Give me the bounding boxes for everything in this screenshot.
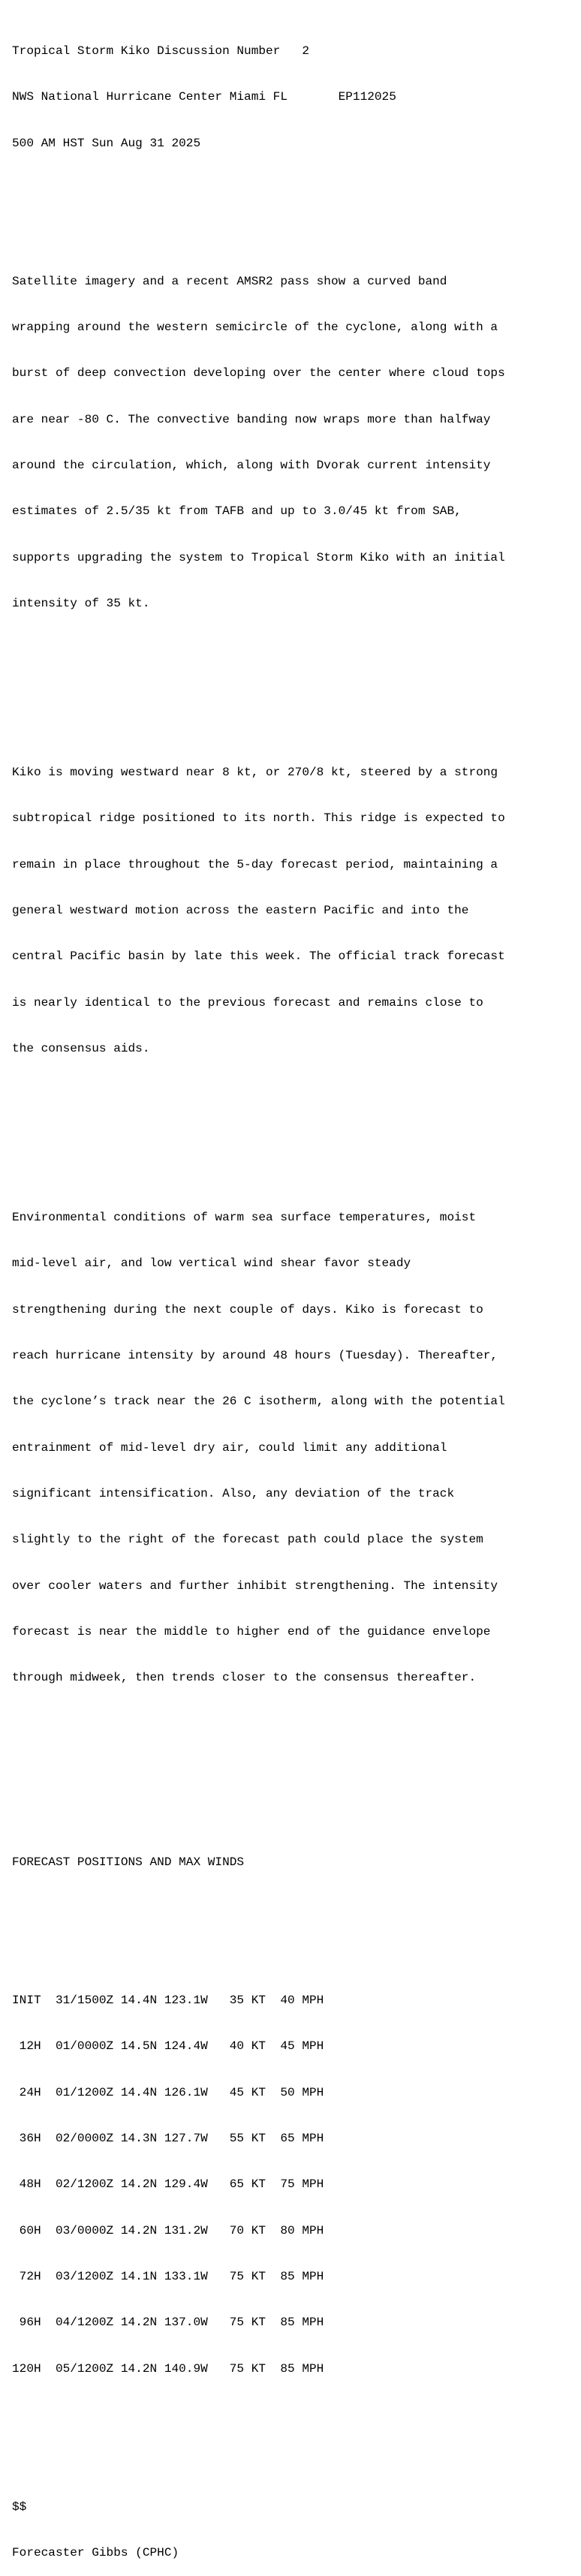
text-line: Kiko is moving westward near 8 kt, or 270/8 kt, steered by a strong bbox=[12, 766, 498, 779]
text-line: supports upgrading the system to Tropical Storm Kiko with an initial bbox=[12, 550, 505, 564]
text-line: remain in place throughout the 5-day forecast period, maintaining a bbox=[12, 857, 498, 871]
text-line: wrapping around the western semicircle of the cyclone, along with a bbox=[12, 320, 498, 334]
forecast-row: 12H 01/0000Z 14.5N 124.4W 40 KT 45 MPH bbox=[12, 2039, 324, 2054]
text-line: reach hurricane intensity by around 48 hours (Tuesday). Thereafter, bbox=[12, 1349, 498, 1363]
text-line: Satellite imagery and a recent AMSR2 pass show a curved band bbox=[12, 274, 447, 288]
text-line: strengthening during the next couple of days. Kiko is forecast to bbox=[12, 1302, 483, 1317]
text-line: mid-level air, and low vertical wind shear favor steady bbox=[12, 1256, 411, 1271]
forecast-row: 48H 02/1200Z 14.2N 129.4W 65 KT 75 MPH bbox=[12, 2177, 324, 2192]
forecast-row: INIT 31/1500Z 14.4N 123.1W 35 KT 40 MPH bbox=[12, 1993, 324, 2007]
text-line: burst of deep convection developing over the center where cloud tops bbox=[12, 366, 505, 381]
text-line: the cyclone’s track near the 26 C isotherm, along with the potential bbox=[12, 1395, 505, 1409]
product-terminator: $$ bbox=[12, 2499, 27, 2514]
discussion-paragraph-2 bbox=[12, 734, 575, 1087]
spacer bbox=[12, 182, 575, 197]
product-title: Tropical Storm Kiko Discussion Number 2 bbox=[12, 44, 309, 58]
discussion-paragraph-3 bbox=[12, 1179, 575, 1717]
forecaster-name: Forecaster Gibbs (CPHC) bbox=[12, 2546, 179, 2560]
text-line: the consensus aids. bbox=[12, 1042, 150, 1056]
text-line: entrainment of mid-level dry air, could limit any additional bbox=[12, 1440, 447, 1455]
text-line: through midweek, then trends closer to the consensus thereafter. bbox=[12, 1671, 477, 1685]
discussion-paragraph-1 bbox=[12, 243, 575, 642]
text-line: subtropical ridge positioned to its north. This ridge is expected to bbox=[12, 811, 505, 826]
forecast-row: 120H 05/1200Z 14.2N 140.9W 75 KT 85 MPH bbox=[12, 2361, 324, 2376]
text-line: over cooler waters and further inhibit strengthening. The intensity bbox=[12, 1578, 498, 1593]
forecast-table bbox=[12, 1962, 575, 2407]
text-line: are near -80 C. The convective banding now wraps more than halfway bbox=[12, 412, 491, 426]
spacer bbox=[12, 2438, 575, 2453]
text-line: slightly to the right of the forecast path could place the system bbox=[12, 1533, 483, 1547]
text-line: estimates of 2.5/35 kt from TAFB and up to 3.0/45 kt from SAB, bbox=[12, 504, 462, 519]
issue-time: 500 AM HST Sun Aug 31 2025 bbox=[12, 136, 201, 150]
spacer bbox=[12, 1118, 575, 1133]
discussion-document bbox=[12, 13, 575, 2576]
text-line: around the circulation, which, along with Dvorak current intensity bbox=[12, 459, 491, 473]
forecast-row: 60H 03/0000Z 14.2N 131.2W 70 KT 80 MPH bbox=[12, 2223, 324, 2237]
forecast-row: 36H 02/0000Z 14.3N 127.7W 55 KT 65 MPH bbox=[12, 2131, 324, 2145]
spacer bbox=[12, 1793, 575, 1808]
forecast-row: 72H 03/1200Z 14.1N 133.1W 75 KT 85 MPH bbox=[12, 2269, 324, 2283]
spacer bbox=[12, 673, 575, 688]
issuing-office: NWS National Hurricane Center Miami FL EP112025 bbox=[12, 90, 396, 104]
text-line: central Pacific basin by late this week. The official track forecast bbox=[12, 949, 505, 964]
text-line: significant intensification. Also, any deviation of the track bbox=[12, 1487, 455, 1501]
forecast-row: 24H 01/1200Z 14.4N 126.1W 45 KT 50 MPH bbox=[12, 2085, 324, 2099]
spacer bbox=[12, 1900, 575, 1915]
text-line: forecast is near the middle to higher end of the guidance envelope bbox=[12, 1625, 491, 1639]
spacer bbox=[12, 1747, 575, 1762]
text-line: is nearly identical to the previous forecast and remains close to bbox=[12, 995, 483, 1010]
text-line: general westward motion across the eastern Pacific and into the bbox=[12, 904, 469, 918]
forecast-row: 96H 04/1200Z 14.2N 137.0W 75 KT 85 MPH bbox=[12, 2316, 324, 2330]
forecast-heading: FORECAST POSITIONS AND MAX WINDS bbox=[12, 1855, 245, 1869]
text-line: Environmental conditions of warm sea surface temperatures, moist bbox=[12, 1211, 477, 1225]
text-line: intensity of 35 kt. bbox=[12, 597, 150, 611]
